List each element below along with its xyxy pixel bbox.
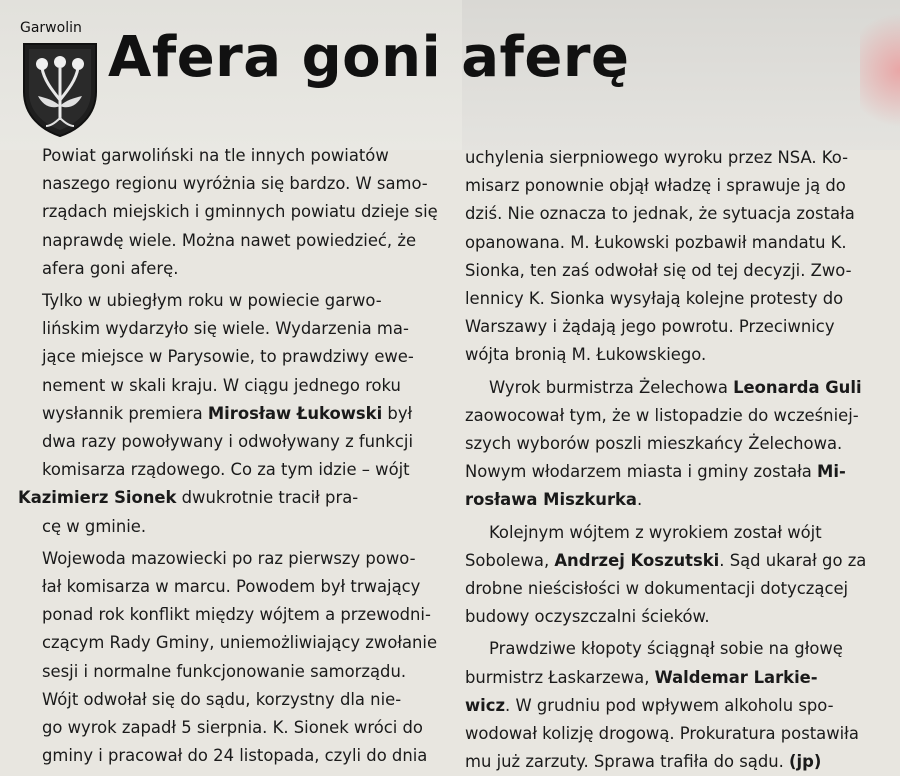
text-line xyxy=(465,402,897,430)
text-segment: Sionka, ten zaś odwołał się od tej decyzji. Zwo- xyxy=(465,260,852,280)
text-segment: . xyxy=(637,490,643,510)
text-line xyxy=(18,714,450,742)
crest-label: Garwolin xyxy=(20,20,82,36)
text-segment: misarz ponownie objął władzę i sprawuje ją do xyxy=(465,176,846,196)
text-segment: Tylko w ubiegłym roku w powiecie garwo- xyxy=(42,291,382,311)
text-segment: naprawdę wiele. Można nawet powiedzieć, że xyxy=(42,230,417,250)
text-line xyxy=(465,144,897,172)
text-segment: . Sąd ukarał go za xyxy=(719,550,867,570)
name-highlight: Mirosław Łukowski xyxy=(207,403,383,423)
text-line xyxy=(465,692,897,720)
text-segment: zaowocował tym, że w listopadzie do wcześniej- xyxy=(465,405,859,425)
text-line xyxy=(18,343,450,371)
text-line xyxy=(465,374,897,402)
text-segment: lennicy K. Sionka wysyłają kolejne protesty do xyxy=(465,289,844,309)
name-highlight: Leonarda Guli xyxy=(733,377,862,397)
text-line xyxy=(18,372,450,400)
headline: Afera goni aferę xyxy=(108,25,630,90)
text-segment: Wyrok burmistrza Żelechowa xyxy=(489,377,734,397)
text-segment: budowy oczyszczalni ścieków. xyxy=(465,607,710,627)
text-segment: gminy i pracował do 24 listopada, czyli do dnia xyxy=(42,746,428,766)
text-line xyxy=(465,720,897,748)
text-segment: mu już zarzuty. Sprawa trafiła do sądu. xyxy=(465,752,790,772)
name-highlight: Kazimierz Sionek xyxy=(18,488,177,508)
text-line xyxy=(18,629,450,657)
text-line xyxy=(18,601,450,629)
text-line xyxy=(465,430,897,458)
text-line xyxy=(465,547,897,575)
text-segment: burmistrz Łaskarzewa, xyxy=(465,667,655,687)
name-highlight: Mi- xyxy=(817,462,846,482)
text-segment: ponad rok konflikt między wójtem a przewodni- xyxy=(42,605,431,625)
text-line xyxy=(18,227,450,255)
text-segment: Sobolewa, xyxy=(465,550,555,570)
text-segment: cę w gminie. xyxy=(42,516,147,536)
text-line xyxy=(18,513,450,541)
text-segment: szych wyborów poszli mieszkańcy Żelechowa. xyxy=(465,434,843,454)
text-segment: drobne nieścisłości w dokumentacji dotyczącej xyxy=(465,579,849,599)
article-column-right xyxy=(465,144,897,776)
text-segment: naszego regionu wyróżnia się bardzo. W samo- xyxy=(42,174,428,194)
text-line xyxy=(18,742,450,770)
text-segment: dziś. Nie oznacza to jednak, że sytuacja została xyxy=(465,204,855,224)
text-line xyxy=(18,545,450,573)
text-line xyxy=(465,458,897,486)
text-segment: jące miejsce w Parysowie, to prawdziwy ewe- xyxy=(42,347,414,367)
text-line xyxy=(465,341,897,369)
text-line xyxy=(18,573,450,601)
text-segment: Warszawy i żądają jego powrotu. Przeciwnicy xyxy=(465,317,835,337)
text-segment: sesji i normalne funkcjonowanie samorządu. xyxy=(42,661,407,681)
text-segment: lińskim wydarzyło się wiele. Wydarzenia ma- xyxy=(42,319,409,339)
text-segment: dwa razy powoływany i odwoływany z funkcji xyxy=(42,432,414,452)
name-highlight: (jp) xyxy=(789,752,822,772)
name-highlight: Waldemar Larkie- xyxy=(654,667,818,687)
text-line xyxy=(18,484,450,512)
text-line xyxy=(465,229,897,257)
text-segment: opanowana. M. Łukowski pozbawił mandatu K. xyxy=(465,232,847,252)
text-segment: wodował kolizję drogową. Prokuratura postawiła xyxy=(465,724,859,744)
article-column-left xyxy=(18,142,450,770)
text-segment: Nowym włodarzem miasta i gminy została xyxy=(465,462,818,482)
text-line xyxy=(465,257,897,285)
text-line xyxy=(18,456,450,484)
text-segment: dwukrotnie tracił pra- xyxy=(176,488,359,508)
text-line xyxy=(465,313,897,341)
garwolin-coat-of-arms-icon xyxy=(20,40,100,138)
text-line xyxy=(18,255,450,283)
text-segment: go wyrok zapadł 5 sierpnia. K. Sionek wróci do xyxy=(42,718,423,738)
text-segment: wójta bronią M. Łukowskiego. xyxy=(465,345,707,365)
text-line xyxy=(465,285,897,313)
text-line xyxy=(18,658,450,686)
text-segment: afera goni aferę. xyxy=(42,258,179,278)
text-segment: Wojewoda mazowiecki po raz pierwszy powo- xyxy=(42,548,416,568)
text-line xyxy=(465,664,897,692)
text-line xyxy=(18,686,450,714)
text-segment: czącym Rady Gminy, uniemożliwiający zwołanie xyxy=(42,633,438,653)
text-line xyxy=(18,198,450,226)
text-segment: Prawdziwe kłopoty ściągnął sobie na głowę xyxy=(489,639,843,659)
text-line xyxy=(18,170,450,198)
text-line xyxy=(465,603,897,631)
text-line xyxy=(18,400,450,428)
text-segment: nement w skali kraju. W ciągu jednego roku xyxy=(42,375,401,395)
text-line xyxy=(18,315,450,343)
text-line xyxy=(18,287,450,315)
text-line xyxy=(465,575,897,603)
text-segment: . W grudniu pod wpływem alkoholu spo- xyxy=(505,695,834,715)
text-segment: rządach miejskich i gminnych powiatu dzieje się xyxy=(42,202,438,222)
text-segment: łał komisarza w marcu. Powodem był trwający xyxy=(42,577,421,597)
text-segment: Wójt odwołał się do sądu, korzystny dla nie- xyxy=(42,689,402,709)
text-line xyxy=(465,519,897,547)
name-highlight: wicz xyxy=(465,695,506,715)
text-segment: uchylenia sierpniowego wyroku przez NSA. Ko- xyxy=(465,148,848,167)
text-line xyxy=(465,486,897,514)
background-bleed-red xyxy=(860,0,900,140)
text-line xyxy=(465,200,897,228)
text-segment: komisarza rządowego. Co za tym idzie – wójt xyxy=(42,460,410,480)
name-highlight: Andrzej Koszutski xyxy=(554,550,720,570)
text-line xyxy=(465,635,897,663)
text-line xyxy=(465,172,897,200)
text-line xyxy=(18,142,450,170)
text-segment: wysłannik premiera xyxy=(42,403,208,423)
text-segment: Kolejnym wójtem z wyrokiem został wójt xyxy=(489,522,822,542)
text-segment: był xyxy=(382,403,413,423)
text-line xyxy=(18,428,450,456)
name-highlight: rosława Miszkurka xyxy=(465,490,637,510)
text-segment: Powiat garwoliński na tle innych powiatów xyxy=(42,146,389,165)
text-line xyxy=(465,748,897,776)
